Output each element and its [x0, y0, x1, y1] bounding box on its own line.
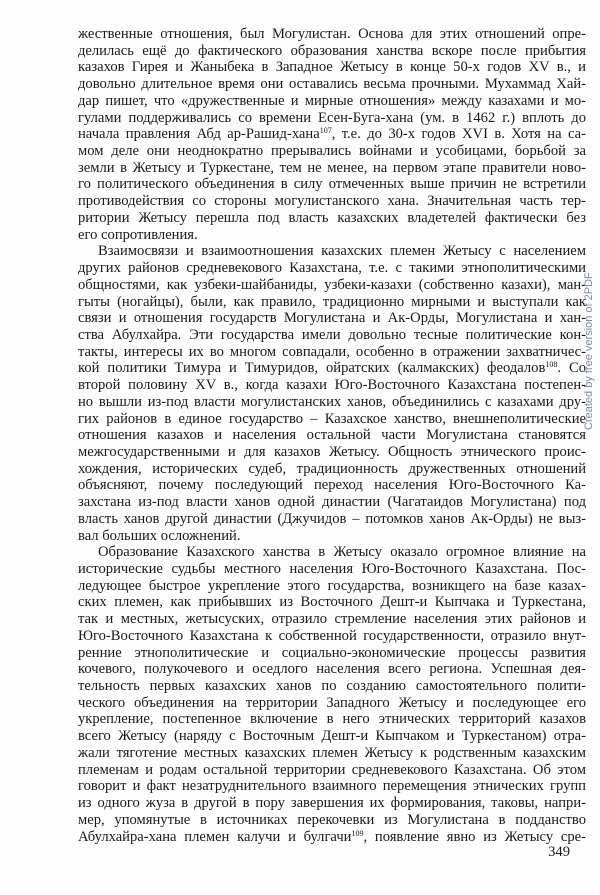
line-text: так и местных, жетысуских, отразило стремление населения этих районов и — [78, 611, 586, 628]
line-text: мер, упомянутые в источниках перекочевки из Могулистана в подданство — [78, 811, 586, 828]
text-line — [78, 160, 586, 177]
text-line — [78, 260, 586, 277]
line-text: ренние этнополитические и социально-экономические процессы развития — [78, 644, 586, 661]
paragraph — [78, 243, 586, 544]
text-line — [78, 645, 586, 662]
line-text: Юго-Восточного Казахстана к собственной государственности, отразило внут- — [78, 627, 586, 644]
text-line — [78, 661, 586, 678]
text-line — [78, 444, 586, 461]
text-line — [78, 544, 586, 561]
text-line — [78, 344, 586, 361]
text-line — [78, 461, 586, 478]
text-line — [78, 110, 586, 127]
line-text: отношения казахов и населения остальной части Могулистана становятся — [78, 427, 586, 444]
text-line — [78, 294, 586, 311]
text-line — [78, 561, 586, 578]
line-text: связи и отношения государств Могулистана и Ак-Орды, Могулистана и хан- — [78, 310, 586, 327]
line-text: его сопротивления. — [78, 226, 198, 243]
text-line — [78, 578, 586, 595]
line-text: хождения, исторических судеб, традиционность дружественных отношений — [78, 460, 586, 477]
text-line — [78, 277, 586, 294]
line-text: Образование Казахского ханства в Жетысу оказало огромное влияние на — [98, 544, 586, 561]
line-text: ских племен, как прибывших из Восточного Дешт-и Кыпчака и Туркестана, — [78, 594, 586, 611]
text-line — [78, 327, 586, 344]
text-line — [78, 628, 586, 645]
line-text: из одного жуза в другой в пору завершения их формирования, таковы, напри- — [78, 795, 586, 812]
text-line — [78, 477, 586, 494]
text-line — [78, 243, 586, 260]
text-line — [78, 227, 586, 244]
text-line — [78, 93, 586, 110]
page-number: 349 — [548, 844, 570, 860]
line-text: ческого объединения на территории Западного Жетысу и последующее его — [78, 694, 586, 711]
text-line — [78, 126, 586, 143]
text-line — [78, 59, 586, 76]
line-text: гулами поддерживались со времени Есен-Буга-хана (ум. в 1462 г.) вплоть до — [78, 109, 586, 126]
line-text: кочевого, полукочевого и оседлого населения всего региона. Успешная дея- — [78, 661, 586, 678]
text-line — [78, 812, 586, 829]
line-text: гыты (ногайцы), были, как правило, традиционно мирными и выступали как — [78, 293, 586, 310]
line-text: исторические судьбы местного населения Юго-Восточного Казахстана. Пос- — [78, 561, 586, 577]
text-line — [78, 176, 586, 193]
text-line — [78, 210, 586, 227]
line-text: , т.е. до 30-х годов XVI в. Хотя на са- — [331, 126, 586, 143]
line-text: начала правления Абд ар-Рашид-хана — [78, 126, 320, 143]
text-line — [78, 494, 586, 511]
body-text — [78, 26, 586, 845]
line-text: жали тяготение местных казахских племен Жетысу к родственным казахским — [78, 744, 586, 761]
line-text: делилась ещё до фактического образования ханства вскоре после прибытия — [78, 42, 586, 59]
line-text: второй половину XV в., когда казахи Юго-Восточного Казахстана постепен- — [78, 377, 586, 394]
line-text: Взаимосвязи и взаимоотношения казахских племен Жетысу с населением — [98, 243, 586, 260]
text-line — [78, 310, 586, 327]
line-text: такты, интересы их во многом совпадали, особенно в отражении захватничес- — [78, 343, 586, 360]
text-line — [78, 427, 586, 444]
line-text: дар пишет, что «дружественные и мирные отношения» между казахами и мо- — [78, 92, 586, 109]
line-text: всего Жетысу (наряду с Восточным Дешт-и Кыпчаком и Туркестаном) отра- — [78, 728, 586, 745]
line-text: ритории Жетысу перешла под власть казахских владетелей фактически без — [78, 209, 586, 226]
line-text: противодействия со стороны могулистанского хана. Значительная часть тер- — [78, 193, 586, 210]
line-text: говорит и факт незатруднительного взаимного перемещения этнических групп — [78, 778, 586, 795]
text-line — [78, 611, 586, 628]
line-text: других районов средневекового Казахстана, т.е. с такими этнополитическими — [78, 260, 586, 277]
text-line — [78, 829, 586, 846]
text-line — [78, 377, 586, 394]
text-line — [78, 711, 586, 728]
text-line — [78, 678, 586, 695]
line-text: кой политики Тимура и Тимуридов, ойратских (калмакских) феодалов — [78, 360, 546, 377]
footnote-reference: 109 — [351, 828, 364, 838]
footnote-reference: 108 — [545, 360, 558, 370]
text-line — [78, 394, 586, 411]
text-line — [78, 528, 586, 545]
line-text: захстана из-под власти ханов одной династии (Чагатаидов Могулистана) под — [78, 494, 586, 511]
text-line — [78, 695, 586, 712]
line-text: племенам и родам остальной территории средневекового Казахстана. Об этом — [78, 761, 586, 778]
line-text: земли в Жетысу и Туркестане, тем не менее, на первом этапе правители ново- — [78, 159, 586, 176]
line-text: довольно длительное время они оставались весьма прочными. Мухаммад Хай- — [78, 76, 586, 93]
line-text: , появление явно из Жетысу сре- — [363, 828, 586, 845]
footnote-reference: 107 — [319, 126, 332, 136]
line-text: объясняют, почему последующий переход населения Юго-Восточного Ка- — [78, 477, 586, 494]
text-line — [78, 795, 586, 812]
text-line — [78, 728, 586, 745]
text-line — [78, 143, 586, 160]
paragraph — [78, 26, 586, 243]
text-line — [78, 745, 586, 762]
text-line — [78, 26, 586, 43]
line-text: го политического объединения в силу отмеченных выше причин не встретили — [78, 176, 586, 193]
line-text: . Со — [557, 360, 586, 377]
line-text: укрепление, постепенное включение в него этнических территорий казахов — [78, 711, 586, 728]
line-text: ледующее быстрое укрепление этого государства, возникщего на базе казах- — [78, 577, 586, 594]
text-line — [78, 360, 586, 377]
text-line — [78, 193, 586, 210]
line-text: общностями, как узбеки-шайбаниды, узбеки-казахи (собственно казахи), ман- — [78, 276, 586, 293]
paragraph — [78, 544, 586, 845]
text-line — [78, 594, 586, 611]
line-text: межгосударственными и для казахов Жетысу. Общность этнического проис- — [78, 443, 586, 460]
watermark: Created by free version of 2PDF — [583, 272, 595, 430]
line-text: власть ханов другой династии (Джучидов – потомков ханов Ак-Орды) не выз- — [78, 510, 586, 527]
text-line — [78, 762, 586, 779]
line-text: вал больших осложнений. — [78, 527, 241, 544]
line-text: тельность первых казахских ханов по созданию самостоятельного полити- — [78, 678, 586, 695]
line-text: казахов Гирея и Жаныбека в Западное Жетысу в конце 50-х годов XV в., и — [78, 59, 586, 76]
text-line — [78, 411, 586, 428]
line-text: гих районов в единое государство – Казахское ханство, внешнеполитические — [78, 410, 586, 427]
text-line — [78, 778, 586, 795]
line-text: Абулхайра-хана племен калучи и булгачи — [78, 828, 352, 845]
line-text: жественные отношения, был Могулистан. Основа для этих отношений опре- — [78, 26, 586, 42]
text-line — [78, 511, 586, 528]
text-line — [78, 43, 586, 60]
line-text: мом деле они неоднократно прерывались войнами и усобицами, борьбой за — [78, 143, 586, 160]
text-line — [78, 76, 586, 93]
line-text: ства Абулхайра. Эти государства имели довольно тесные политические кон- — [78, 326, 586, 343]
line-text: но вышли из-под власти могулистанских ханов, объединились с казахами дру- — [78, 393, 586, 410]
